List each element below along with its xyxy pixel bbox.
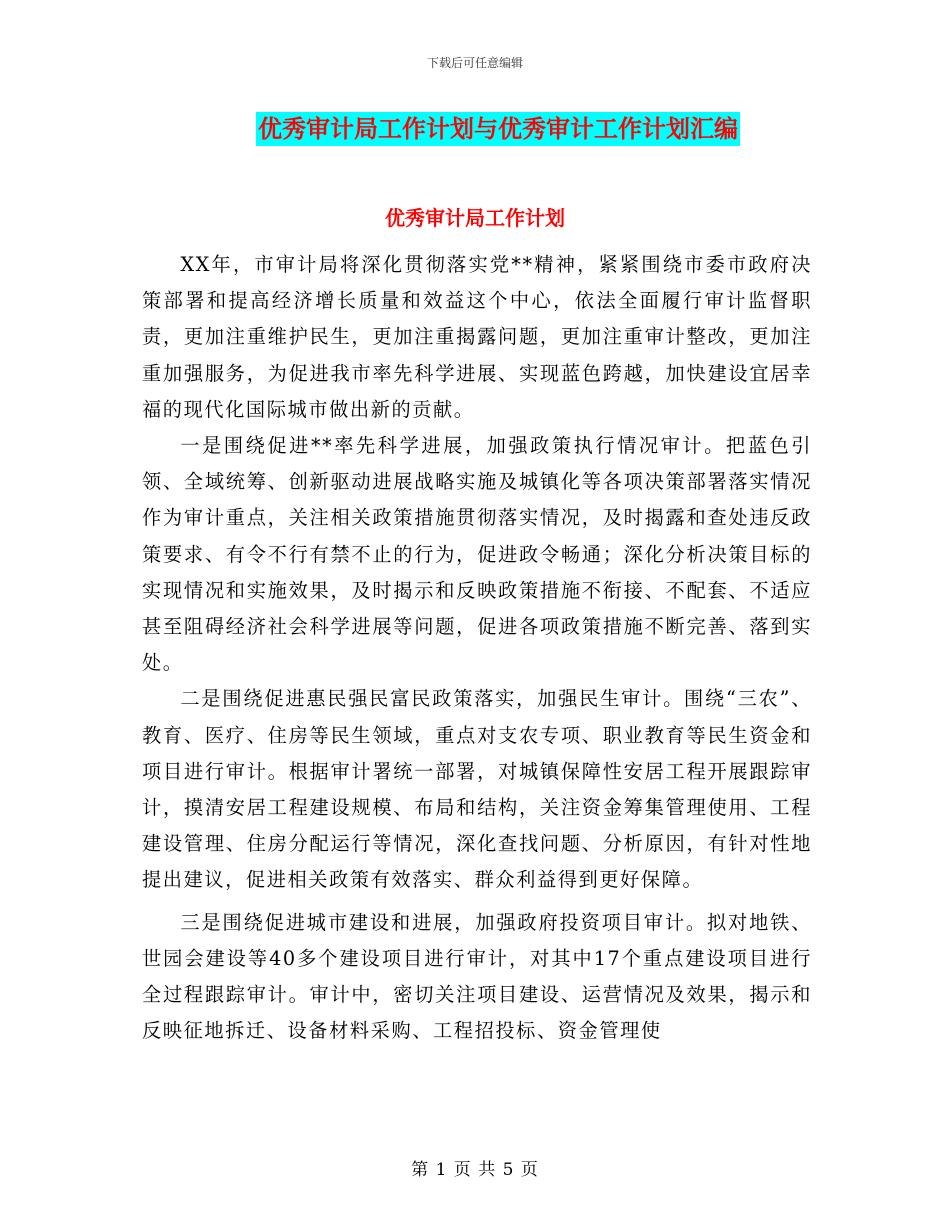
section-title: 优秀审计局工作计划 [385, 206, 565, 230]
main-title-container [0, 112, 950, 146]
document-main-title: 优秀审计局工作计划与优秀审计工作计划汇编 [256, 112, 740, 146]
page-header-note: 下载后可任意编辑 [426, 56, 523, 70]
paragraph-point-two: 二是围绕促进惠民强民富民政策落实，加强民生审计。围绕“三农”、教育、医疗、住房等民生领域，重点对支农专项、职业教育等民生资金和项目进行审计。根据审计署统一部署，对城镇保障性安居工程开展跟踪审计，摸清安居工程建设规模、布局和结构，关注资金筹集管理使用、工程建设管理、住房分配运行等情况，深化查找问题、分析原因，有针对性地提出建议，促进相关政策有效落实、群众利益得到更好保障。 [142, 687, 812, 892]
paragraph-point-three: 三是围绕促进城市建设和进展，加强政府投资项目审计。拟对地铁、世园会建设等40多个建设项目进行审计，对其中17个重点建设项目进行全过程跟踪审计。审计中，密切关注项目建设、运营情况及效果，揭示和反映征地拆迁、设备材料采购、工程招投标、资金管理使 [142, 910, 812, 1043]
document-body [142, 247, 812, 1049]
page-number-footer: 第 1 页 共 5 页 [411, 1160, 539, 1180]
paragraph-point-one: 一是围绕促进**率先科学进展，加强政策执行情况审计。把蓝色引领、全域统筹、创新驱动进展战略实施及城镇化等各项决策部署落实情况作为审计重点，关注相关政策措施贯彻落实情况，及时揭露和查处违反政策要求、有令不行有禁不止的行为，促进政令畅通；深化分析决策目标的实现情况和实施效果，及时揭示和反映政策措施不衔接、不配套、不适应甚至阻碍经济社会科学进展等问题，促进各项政策措施不断完善、落到实处。 [142, 434, 812, 675]
paragraph-intro: XX年，市审计局将深化贯彻落实党**精神，紧紧围绕市委市政府决策部署和提高经济增长质量和效益这个中心，依法全面履行审计监督职责，更加注重维护民生，更加注重揭露问题，更加注重审计整改，更加注重加强服务，为促进我市率先科学进展、实现蓝色跨越，加快建设宜居幸福的现代化国际城市做出新的贡献。 [142, 253, 812, 421]
